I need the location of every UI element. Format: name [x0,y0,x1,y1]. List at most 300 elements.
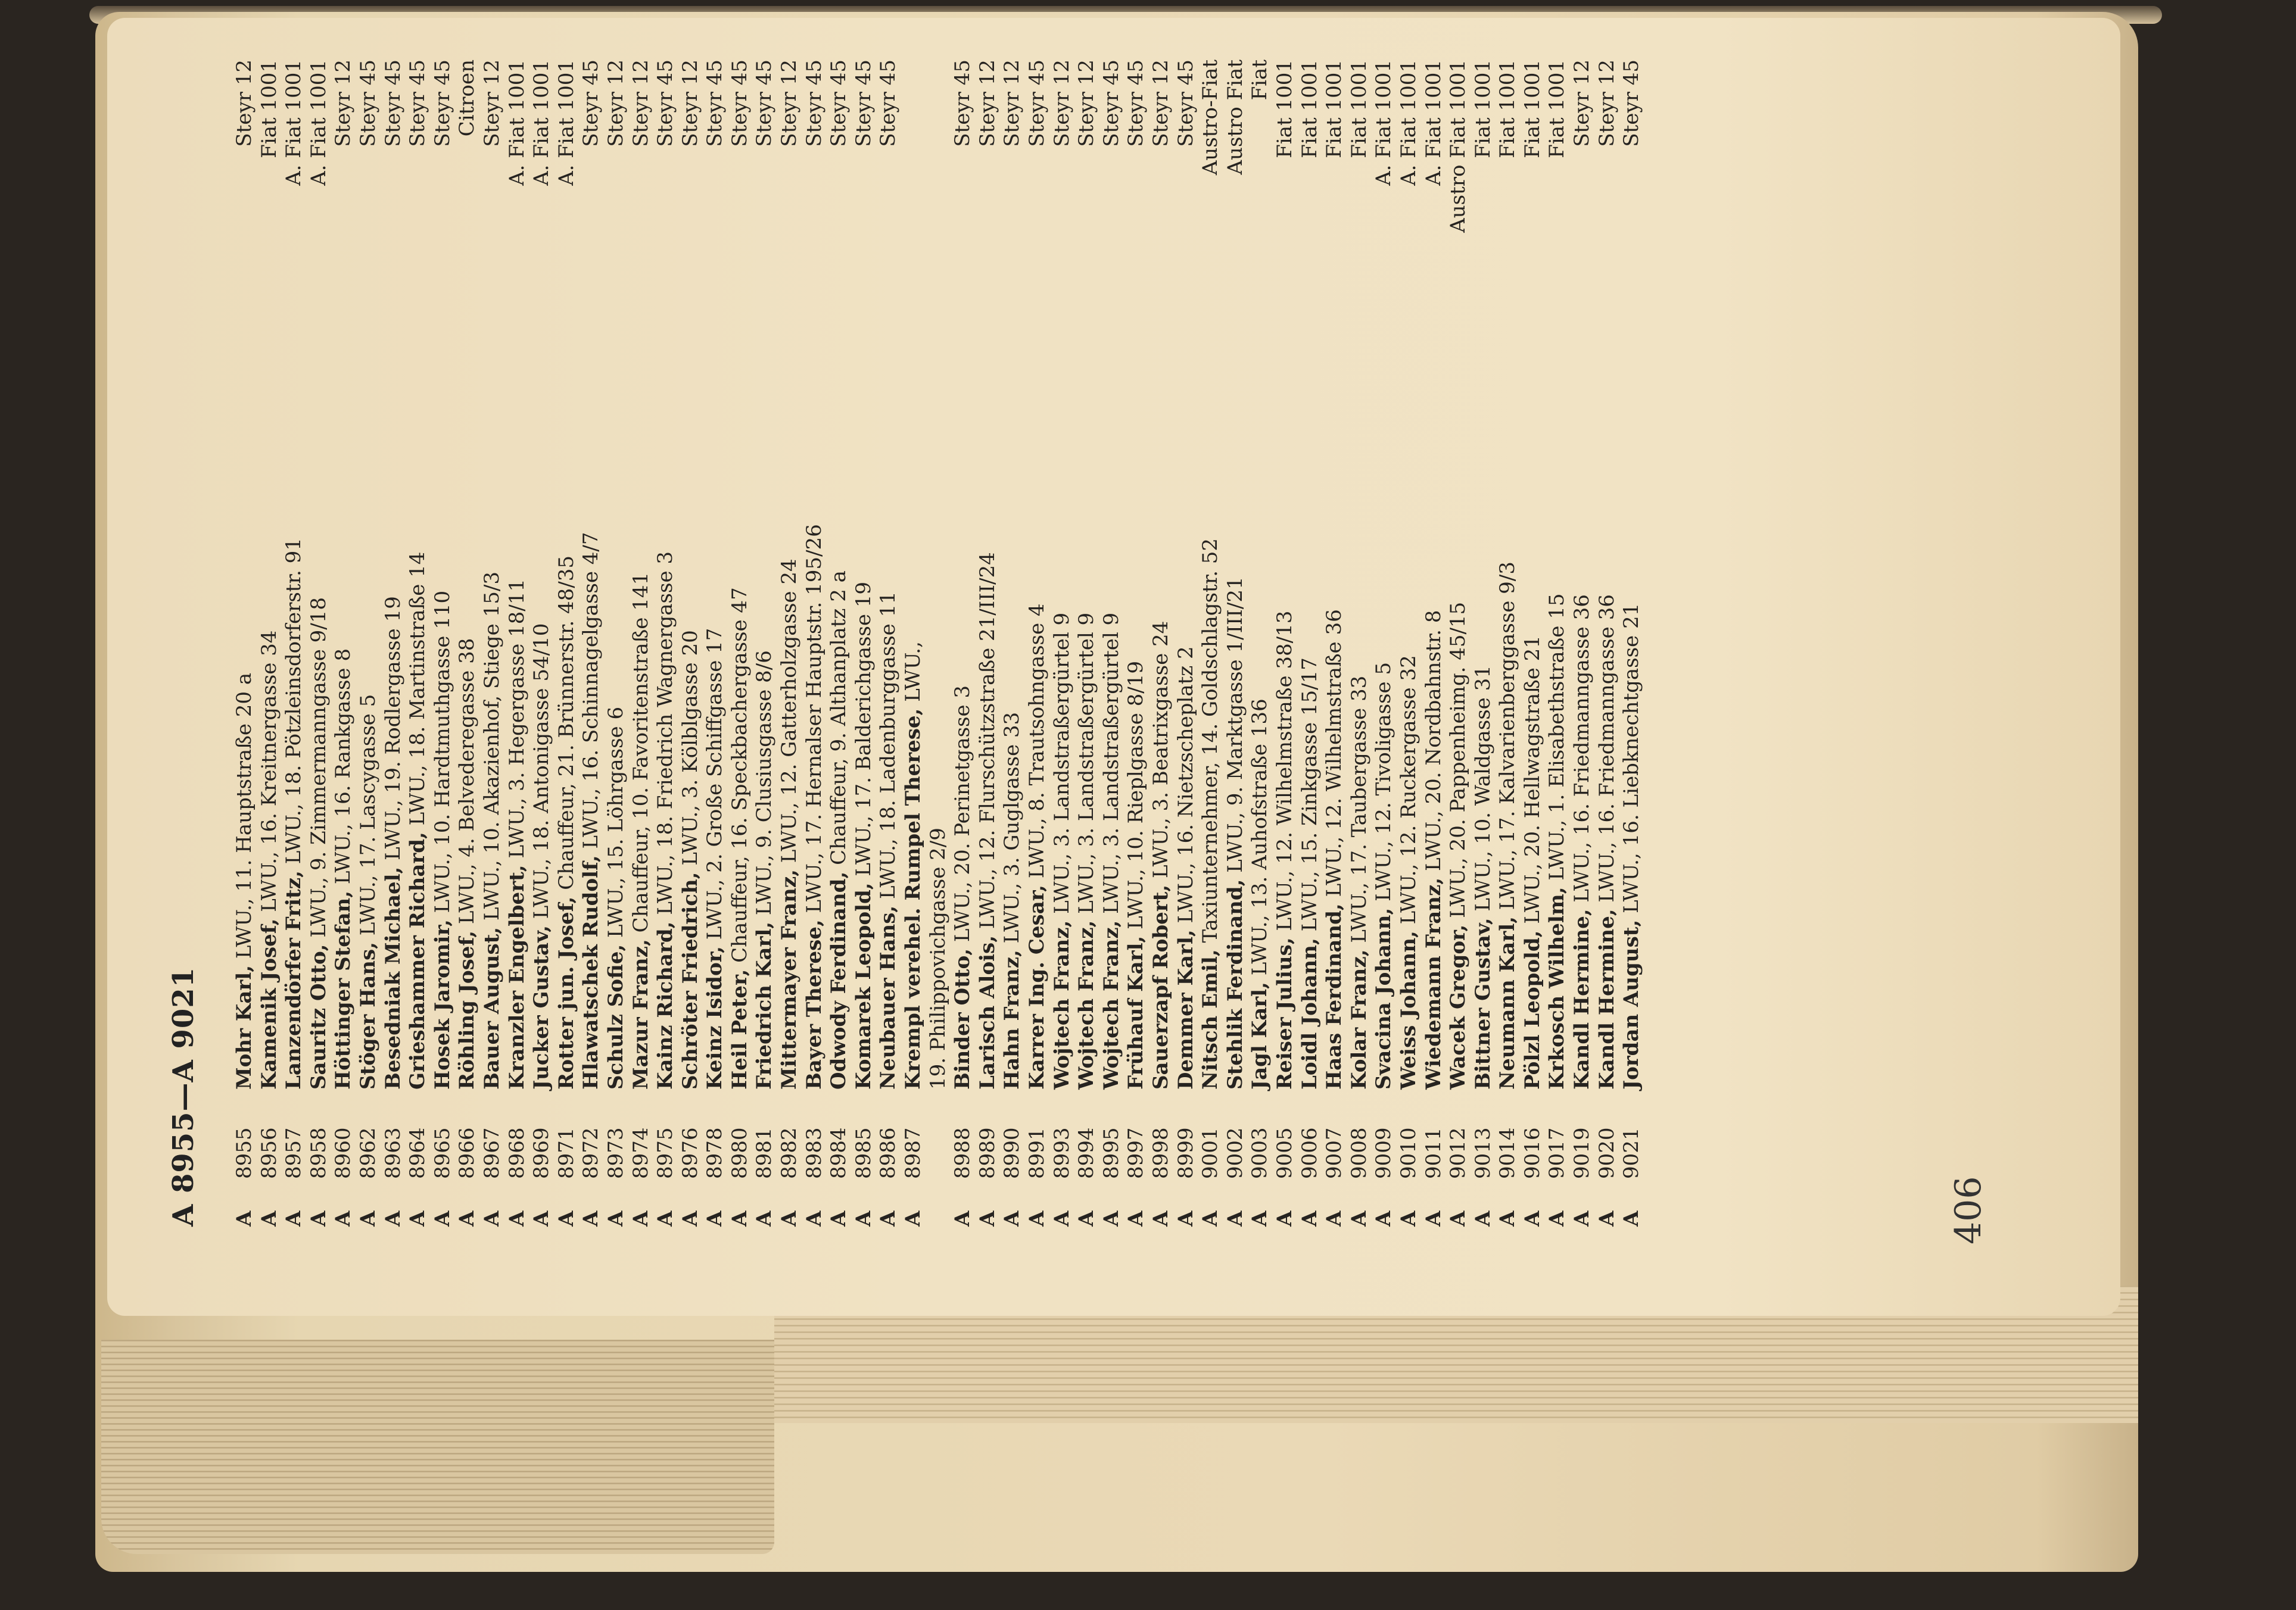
row-details: Chauffeur, 16. Speckbachergasse 47 [727,587,752,963]
row-number: 8960 [331,1127,356,1179]
row-number: 9019 [1570,1127,1594,1179]
row-name: Wojtech Franz, [1049,920,1074,1090]
row-number: 8955 [232,1127,256,1179]
row-name: Besedniak Michael, [381,866,405,1090]
row-number: 8982 [777,1127,802,1179]
listing-row [1347,60,1372,1227]
row-details: LWU., 17. Lascygasse 5 [356,694,380,936]
row-name: Röhling Josef, [455,930,479,1090]
listing-row [1372,60,1397,1227]
listing-row [1471,60,1496,1227]
row-details: LWU., 12. Tivoligasse 5 [1372,662,1396,901]
row-number: 9017 [1545,1127,1569,1179]
listing-row [629,60,654,1227]
row-entry [381,596,406,1090]
row-prefix: A [282,1210,306,1227]
row-details: Chauffeur, 21. Brünnerstr. 48/35 [554,555,578,890]
listing-row [876,60,901,1227]
row-name: Stöger Hans, [356,942,380,1090]
row-prefix: A [579,1210,603,1227]
row-entry [307,597,332,1090]
row-prefix: A [455,1210,479,1227]
listing-row [703,60,728,1227]
row-car-make: Fiat 1001 [1520,60,1544,158]
row-car-make: Steyr 12 [1594,60,1619,147]
row-entry [1124,661,1149,1090]
row-number: 9009 [1372,1127,1396,1179]
page-header-range: A 8955—A 9021 [167,966,200,1227]
row-number: 8963 [381,1127,405,1179]
row-number: 9014 [1496,1127,1520,1179]
row-car-make: Steyr 12 [1000,60,1024,147]
row-name: Heil Peter, [727,969,752,1090]
row-name: Höttinger Stefan, [331,890,356,1090]
row-car-make: Steyr 12 [479,60,504,147]
row-prefix: A [1619,1210,1644,1227]
row-number: 8972 [579,1127,603,1179]
row-car-make: Fiat 1001 [1545,60,1569,158]
row-number: 8956 [257,1127,281,1179]
row-details: LWU., 12. Wilhelmstraße 38/13 [1272,610,1297,931]
row-details: Taxiunternehmer, 14. Goldschlagstr. 52 [1198,538,1223,943]
row-name: Friedrich Karl, [752,921,777,1090]
row-details: LWU., 9. Clusiusgasse 8/6 [752,650,777,916]
row-name: Hahn Franz, [1000,950,1024,1090]
row-details: LWU., 8. Trautsohngasse 4 [1025,603,1049,879]
listing-row [728,60,753,1227]
row-car-make: A. Fiat 1001 [306,60,331,186]
row-number: 8974 [628,1127,653,1179]
row-details: LWU., 16. Schinnagelgasse 4/7 [579,532,603,849]
row-car-make: Steyr 45 [406,60,430,147]
row-entry [1074,613,1099,1090]
row-entry [1322,609,1347,1090]
row-car-make: Citroen [455,60,479,137]
row-car-make: Fiat 1001 [257,60,281,158]
row-number: 8965 [430,1127,454,1179]
row-number: 8989 [975,1127,999,1179]
row-name: Kranzler Engelbert, [504,865,529,1090]
row-number: 8976 [678,1127,702,1179]
row-name: Mittermayer Franz, [777,869,802,1090]
row-prefix: A [1173,1210,1198,1227]
row-prefix: A [257,1210,281,1227]
row-details: 19. Philippovichgasse 2/9 [926,828,950,1090]
row-number: 8980 [727,1127,752,1179]
row-name: Grieshammer Richard, [406,832,430,1090]
row-entry [901,641,926,1090]
row-details: LWU., 16. Rankgasse 8 [331,648,356,885]
row-prefix: A [1297,1210,1322,1227]
row-car-make: Steyr 12 [331,60,356,147]
listing-row [307,60,332,1227]
row-number: 9012 [1446,1127,1471,1179]
row-car-make: A. Fiat 1001 [504,60,529,186]
row-car-make: Steyr 45 [876,60,901,147]
listing-row [1099,60,1124,1227]
row-number: 8994 [1074,1127,1099,1179]
listing-row [1050,60,1075,1227]
listing-row [752,60,777,1227]
row-number: 9006 [1297,1127,1322,1179]
row-prefix: A [1545,1210,1569,1227]
listing-row [1595,60,1620,1227]
row-entry [579,532,604,1090]
row-name: Larisch Alois, [975,935,999,1090]
listing-row [554,60,580,1227]
row-details: LWU., 9. Zimmermanngasse 9/18 [306,597,331,938]
row-number: 8973 [603,1127,628,1179]
row-details: LWU., 10. Rieplgasse 8/19 [1124,660,1148,929]
row-name: Stehlik Ferdinand, [1223,879,1247,1090]
row-details: LWU., 20. Perinetgasse 3 [951,685,975,943]
row-prefix: A [752,1210,777,1227]
row-number: 9003 [1248,1127,1272,1179]
listing-row [1124,60,1149,1227]
directory-listing [232,60,1644,1227]
row-name: Svacina Johann, [1372,907,1396,1090]
row-entry [1422,610,1447,1090]
row-entry [728,587,753,1090]
row-car-make: Austro Fiat [1223,60,1247,175]
listing-row [455,60,480,1227]
row-car-make: Steyr 45 [851,60,876,147]
row-number: 8967 [479,1127,504,1179]
row-details: LWU., 20. Hellwagstraße 21 [1520,635,1544,924]
row-car-make: Steyr 12 [628,60,653,147]
row-details: LWU., 12. Ruckergasse 32 [1396,655,1420,925]
row-details: LWU., 17. Taubergasse 33 [1347,675,1371,943]
row-details: LWU., 18. Pötzleinsdorferstr. 91 [282,538,306,865]
listing-row [1198,60,1223,1227]
row-car-make: Steyr 12 [1570,60,1594,147]
row-prefix: A [777,1210,802,1227]
row-prefix: A [1496,1210,1520,1227]
row-number: 9021 [1619,1127,1644,1179]
row-prefix: A [504,1210,529,1227]
listing-row [926,60,951,1227]
row-entry [678,630,703,1090]
row-prefix: A [406,1210,430,1227]
row-details: LWU., 18. Ladenburggasse 11 [876,591,901,899]
row-entry [827,570,852,1090]
row-details: LWU., 12. Flurschützstraße 21/III/24 [975,552,999,929]
row-name: Hlawatschek Rudolf, [579,855,603,1090]
row-entry [455,638,480,1090]
row-entry [852,582,877,1090]
row-entry [257,631,282,1090]
row-number: 8964 [406,1127,430,1179]
row-prefix: A [1446,1210,1471,1227]
row-name: Hosek Jaromir, [430,919,454,1090]
row-name: Schulz Sofie, [603,944,628,1090]
row-number: 9010 [1396,1127,1420,1179]
row-entry [1298,657,1323,1090]
row-prefix: A [1148,1210,1173,1227]
row-car-make: Fiat [1248,60,1272,101]
row-prefix: A [1248,1210,1272,1227]
row-entry [431,591,456,1090]
row-car-make: Steyr 45 [1173,60,1198,147]
row-prefix: A [1198,1210,1223,1227]
row-number: 8968 [504,1127,529,1179]
row-name: Jordan August, [1619,919,1644,1090]
listing-row [604,60,629,1227]
row-details: LWU., 15. Löhrgasse 6 [603,706,628,938]
row-number: 9005 [1272,1127,1297,1179]
row-number: 8966 [455,1127,479,1179]
row-prefix: A [554,1210,578,1227]
listing-row [1545,60,1570,1227]
row-car-make: Steyr 45 [1099,60,1123,147]
row-name: Nitsch Emil, [1198,949,1223,1090]
row-number: 8957 [282,1127,306,1179]
listing-row [976,60,1001,1227]
row-number: 8986 [876,1127,901,1179]
row-number: 9016 [1520,1127,1544,1179]
row-details: LWU., 10. Hardtmuthgasse 110 [430,590,454,913]
row-prefix: A [529,1210,554,1227]
row-details: LWU., [901,641,926,702]
row-prefix: A [1025,1210,1049,1227]
row-number: 9001 [1198,1127,1223,1179]
row-car-make: Steyr 45 [356,60,380,147]
row-entry [1099,613,1124,1090]
row-entry [1273,611,1298,1090]
listing-row [282,60,307,1227]
row-entry [926,828,951,1090]
listing-row [232,60,257,1227]
row-number: 8971 [554,1127,578,1179]
row-details: Chauffeur, 9. Althanplatz 2 a [827,570,851,865]
row-details: LWU., 12. Gatterholzgasse 24 [777,558,802,863]
row-details: LWU., 17. Kalvarienberggasse 9/3 [1496,561,1520,910]
row-entry [529,623,554,1090]
row-name: Demmer Karl, [1173,929,1198,1090]
row-number: 9008 [1347,1127,1371,1179]
row-details: LWU., 17. Balderichgasse 19 [851,581,876,876]
row-entry [777,558,802,1090]
row-number: 8991 [1025,1127,1049,1179]
row-car-make: Steyr 45 [1025,60,1049,147]
row-number: 8981 [752,1127,777,1179]
row-prefix: A [727,1210,752,1227]
row-name: Weiss Johann, [1396,931,1420,1090]
row-name: Sauritz Otto, [306,944,331,1090]
row-prefix: A [1000,1210,1024,1227]
listing-row [852,60,877,1227]
row-name: Rotter jun. Josef, [554,896,578,1090]
row-details: LWU., 18. Antonigasse 54/10 [529,623,554,919]
row-number: 8999 [1173,1127,1198,1179]
row-name: Binder Otto, [951,948,975,1090]
listing-row [431,60,456,1227]
row-prefix: A [1570,1210,1594,1227]
row-details: LWU., 16. Kreitnergasse 34 [257,630,281,912]
row-entry [976,552,1001,1090]
page-stack-left [101,1340,774,1554]
row-prefix: A [1322,1210,1347,1227]
row-car-make: Steyr 45 [951,60,975,147]
listing-row [1446,60,1471,1227]
row-entry [331,648,356,1090]
row-name: Kamenik Josef, [257,918,281,1090]
row-number: 8990 [1000,1127,1024,1179]
listing-row [901,60,926,1227]
row-details: LWU., 10. Akazienhof, Stiege 15/3 [479,572,504,921]
row-name: Karrer Ing. Cesar, [1025,884,1049,1090]
listing-row [1174,60,1199,1227]
row-prefix: A [827,1210,851,1227]
row-name: Kolar Franz, [1347,949,1371,1090]
row-car-make: Fiat 1001 [1322,60,1347,158]
row-entry [282,538,307,1090]
listing-row [579,60,604,1227]
row-prefix: A [1124,1210,1148,1227]
row-name: Bauer August, [479,926,504,1090]
row-entry [1025,603,1050,1090]
row-details: LWU., 3. Landstraßergürtel 9 [1099,612,1123,914]
row-prefix: A [1471,1210,1495,1227]
row-name: Mohr Karl, [232,965,256,1090]
row-number: 8997 [1124,1127,1148,1179]
row-entry [802,524,827,1090]
listing-row [331,60,356,1227]
listing-row [529,60,554,1227]
row-entry [406,552,431,1090]
row-name: Jucker Gustav, [529,925,554,1090]
row-car-make: Steyr 45 [703,60,727,147]
row-car-make: Steyr 12 [232,60,256,147]
row-prefix: A [1049,1210,1074,1227]
row-car-make: A. Fiat 1001 [282,60,306,186]
row-name: Keinz Isidor, [703,946,727,1090]
listing-row [381,60,406,1227]
row-name: Krempl verehel. Rumpel Therese, [901,708,926,1090]
listing-row [356,60,381,1227]
row-prefix: A [1099,1210,1123,1227]
row-number: 9007 [1322,1127,1347,1179]
row-name: Krkosch Wilhelm, [1545,887,1569,1090]
row-details: LWU., 3. Landstraßergürtel 9 [1074,612,1099,914]
row-prefix: A [479,1210,504,1227]
row-details: LWU., 10. Waldgasse 31 [1471,665,1495,912]
row-car-make: Steyr 45 [827,60,851,147]
listing-row [1397,60,1422,1227]
row-prefix: A [1421,1210,1445,1227]
row-number: 8993 [1049,1127,1074,1179]
row-name: Bayer Therese, [802,919,826,1090]
row-car-make: Steyr 12 [975,60,999,147]
row-name: Kandl Hermine, [1594,909,1619,1090]
row-name: Odwody Ferdinand, [827,871,851,1090]
row-entry [876,591,901,1090]
row-entry [752,650,777,1090]
row-number: 8969 [529,1127,554,1179]
row-car-make: Steyr 12 [1148,60,1173,147]
row-car-make: Steyr 12 [777,60,802,147]
row-entry [480,572,505,1090]
row-details: LWU., 16. Friedmanngasse 36 [1594,594,1619,903]
row-prefix: A [628,1210,653,1227]
row-name: Frühauf Karl, [1124,935,1148,1090]
row-number: 8962 [356,1127,380,1179]
row-prefix: A [1347,1210,1371,1227]
row-car-make: Steyr 45 [1619,60,1644,147]
row-details: LWU., 16. Friedmanngasse 36 [1570,594,1594,903]
row-details: LWU., 3. Beatrixgasse 24 [1148,620,1173,878]
listing-row [951,60,976,1227]
row-details: LWU., 18. Martinstraße 14 [406,551,430,826]
row-entry [1397,655,1422,1090]
row-number: 8995 [1099,1127,1123,1179]
row-entry [1521,635,1546,1090]
row-prefix: A [232,1210,256,1227]
row-name: Jagl Karl, [1248,982,1272,1090]
row-entry [232,673,257,1090]
listing-row [1496,60,1521,1227]
listing-row [802,60,827,1227]
row-prefix: A [678,1210,702,1227]
listing-row [653,60,678,1227]
row-car-make: A. Fiat 1001 [1396,60,1420,186]
row-details: LWU., 12. Wilhelmstraße 36 [1322,609,1347,897]
listing-row [1273,60,1298,1227]
row-entry [1545,594,1570,1090]
row-prefix: A [331,1210,356,1227]
row-entry [653,551,678,1090]
row-entry [1347,676,1372,1090]
row-entry [1619,603,1644,1090]
row-entry [1595,594,1620,1090]
row-number: 8998 [1148,1127,1173,1179]
row-name: Mazur Franz, [628,939,653,1090]
row-entry [1198,538,1223,1090]
row-name: Sauerzapf Robert, [1148,884,1173,1090]
row-entry [951,685,976,1090]
row-prefix: A [901,1210,926,1227]
listing-row [1570,60,1595,1227]
listing-row [827,60,852,1227]
listing-row [1322,60,1347,1227]
row-entry [1223,576,1248,1090]
row-prefix: A [1520,1210,1544,1227]
row-name: Reiser Julius, [1272,937,1297,1090]
row-car-make: Steyr 45 [1124,60,1148,147]
row-details: LWU., 15. Zinkgasse 15/17 [1297,657,1322,932]
listing-row [257,60,282,1227]
listing-row [1025,60,1050,1227]
row-number: 9002 [1223,1127,1247,1179]
row-prefix: A [876,1210,901,1227]
listing-row [678,60,703,1227]
row-car-make: Steyr 45 [653,60,678,147]
row-details: LWU., 17. Hernalser Hauptstr. 195/26 [802,524,826,913]
row-details: LWU., 16. Nietzscheplatz 2 [1173,646,1198,923]
row-details: LWU., 3. Landstraßergürtel 9 [1049,612,1074,914]
row-details: LWU., 3. Hegergasse 18/11 [504,579,529,859]
row-number: 8983 [802,1127,826,1179]
listing-row [1223,60,1248,1227]
row-name: Lanzendörfer Fritz, [282,870,306,1090]
row-name: Wacek Gregor, [1446,924,1471,1090]
row-details: LWU., 16. Liebknechtgasse 21 [1619,603,1644,913]
row-name: Schröter Friedrich, [678,872,702,1090]
listing-row [1521,60,1546,1227]
listing-row [1298,60,1323,1227]
row-entry [1570,594,1595,1090]
row-prefix: A [1396,1210,1420,1227]
